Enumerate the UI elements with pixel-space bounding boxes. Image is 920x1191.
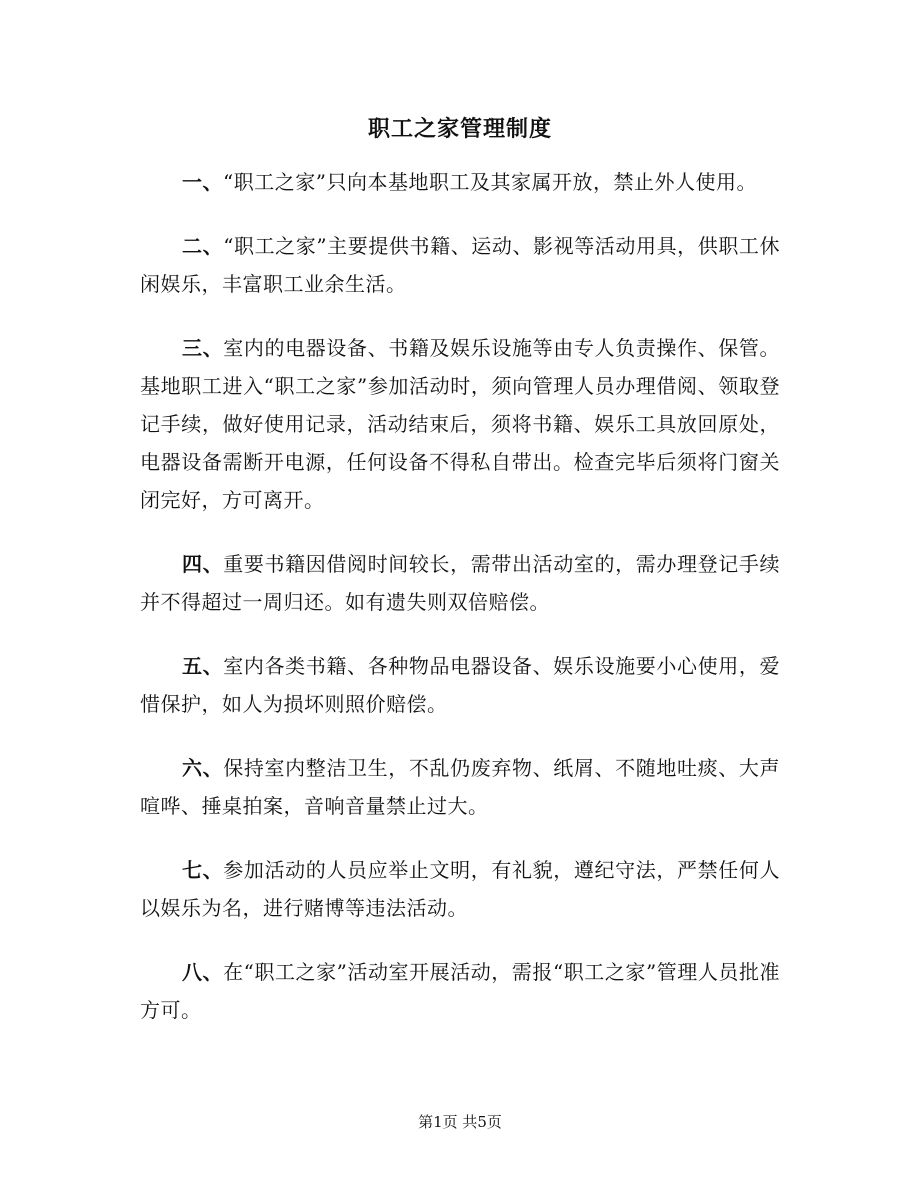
document-body xyxy=(140,163,780,1055)
paragraph-number: 五、 xyxy=(182,654,224,678)
paragraph-1 xyxy=(140,163,780,201)
paragraph-5 xyxy=(140,647,780,723)
paragraph-number: 二、 xyxy=(182,234,224,258)
page-footer: 第1页 共5页 xyxy=(418,1113,502,1131)
paragraph-8 xyxy=(140,953,780,1029)
paragraph-number: 七、 xyxy=(182,858,224,882)
paragraph-6 xyxy=(140,749,780,825)
paragraph-text: “职工之家”只向本基地职工及其家属开放，禁止外人使用。 xyxy=(223,170,757,194)
paragraph-number: 一、 xyxy=(182,170,223,194)
paragraph-text: 室内的电器设备、书籍及娱乐设施等由专人负责操作、保管。基地职工进入“职工之家”参加活动时，须向管理人员办理借阅、领取登记手续，做好使用记录，活动结束后，须将书籍、娱乐工具放回原处，电器设备需断开电源，任何设备不得私自带出。检查完毕后须将门窗关闭完好，方可离开。 xyxy=(140,336,780,512)
paragraph-number: 三、 xyxy=(182,336,224,360)
document-title: 职工之家管理制度 xyxy=(367,116,552,142)
paragraph-7 xyxy=(140,851,780,927)
paragraph-number: 六、 xyxy=(182,756,224,780)
paragraph-4 xyxy=(140,545,780,621)
paragraph-2 xyxy=(140,227,780,303)
paragraph-text: 重要书籍因借阅时间较长，需带出活动室的，需办理登记手续并不得超过一周归还。如有遗失则双倍赔偿。 xyxy=(140,552,780,614)
paragraph-number: 八、 xyxy=(182,960,224,984)
paragraph-text: 在“职工之家”活动室开展活动，需报“职工之家”管理人员批准方可。 xyxy=(140,960,780,1022)
paragraph-3 xyxy=(140,329,780,519)
paragraph-text: 室内各类书籍、各种物品电器设备、娱乐设施要小心使用，爱惜保护，如人为损坏则照价赔偿。 xyxy=(140,654,780,716)
paragraph-number: 四、 xyxy=(182,552,224,576)
paragraph-text: 保持室内整洁卫生，不乱仍废弃物、纸屑、不随地吐痰、大声喧哗、捶桌拍案，音响音量禁止过大。 xyxy=(140,756,780,818)
paragraph-text: “职工之家”主要提供书籍、运动、影视等活动用具，供职工休闲娱乐，丰富职工业余生活。 xyxy=(140,234,781,296)
paragraph-text: 参加活动的人员应举止文明，有礼貌，遵纪守法，严禁任何人以娱乐为名，进行赌博等违法活动。 xyxy=(140,858,780,920)
